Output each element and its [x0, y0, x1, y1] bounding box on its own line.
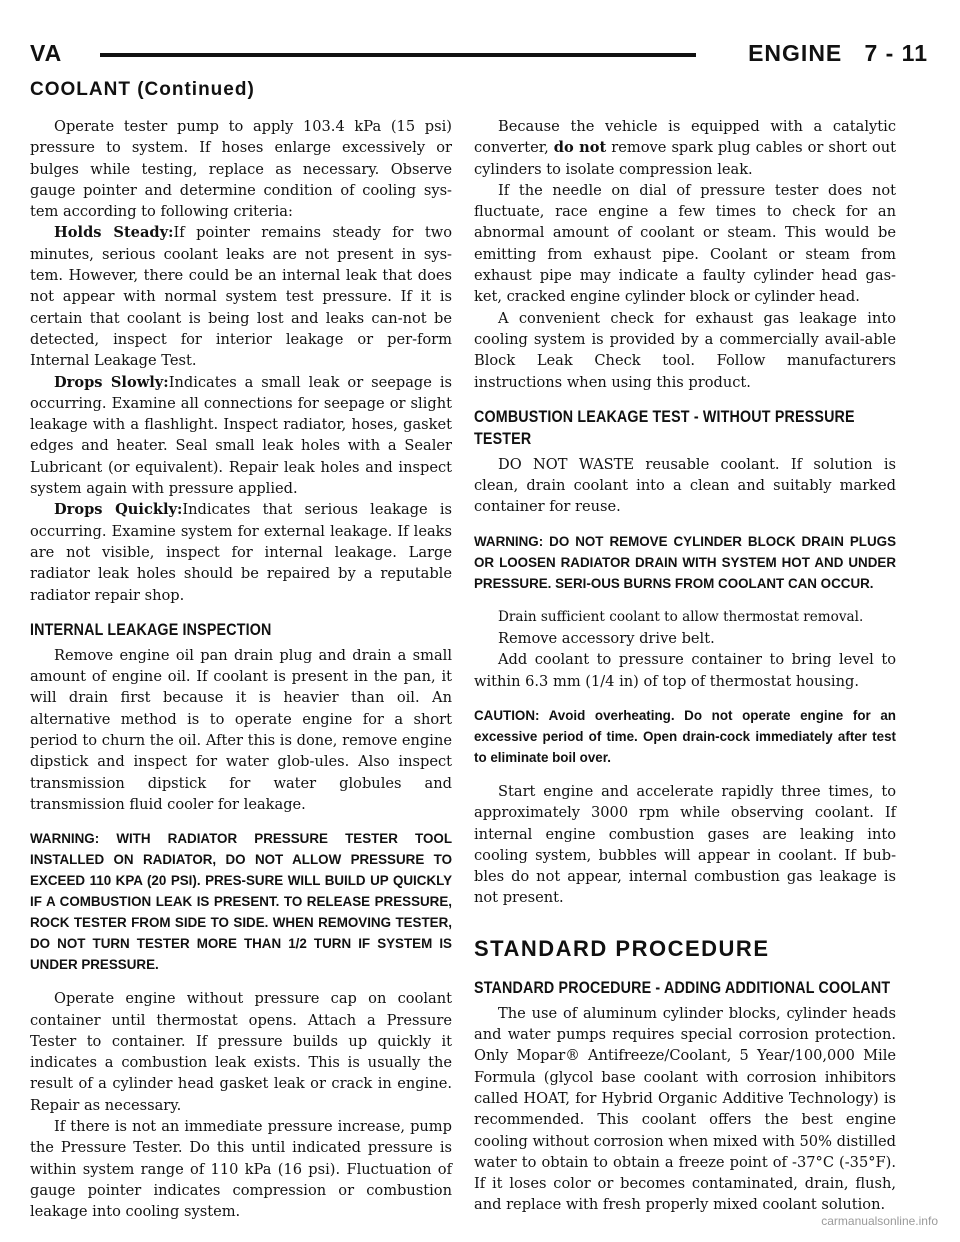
text-catalytic-a: Because the vehicle is equipped with a catalytic converter, [474, 118, 896, 157]
heading-standard-procedure: STANDARD PROCEDURE [474, 935, 770, 961]
paragraph-drain-coolant: Drain sufficient coolant to allow thermostat removal. [498, 608, 864, 625]
header-left-label: VA [30, 40, 63, 66]
heading-adding-coolant: STANDARD PROCEDURE - ADDING ADDITIONAL COOLANT [474, 977, 891, 997]
paragraph-aluminum-blocks: The use of aluminum cylinder blocks, cylinder heads and water pumps requires special corrosion protection. Only Mopar® Antifreeze/Coolant, 5 Year/100,000 Mile Formula (glycol base coolant with corrosion inhibitors called HOAT, for Hybrid Organic Additive Technology) is recommended. This coolant offers the best engine cooling without corrosion when mixed with 50% distilled water to obtain to obtain a freeze point of -37°C (-35°F). If it loses color or becomes contaminated, drain, flush, and replace with fresh properly mixed coolant solution. [474, 1004, 896, 1214]
header-rule [100, 53, 696, 57]
paragraph-catalytic-converter [474, 116, 896, 180]
paragraph-holds-steady [30, 222, 452, 371]
heading-internal-leakage: INTERNAL LEAKAGE INSPECTION [30, 619, 272, 639]
paragraph-add-coolant: Add coolant to pressure container to bring level to within 6.3 mm (1/4 in) of top of thermostat housing. [474, 651, 896, 690]
warning-drain-plugs: WARNING: DO NOT REMOVE CYLINDER BLOCK DRAIN PLUGS OR LOOSEN RADIATOR DRAIN WITH SYSTEM HOT AND UNDER PRESSURE. SERI-OUS BURNS FROM COOLANT CAN OCCUR. [474, 533, 896, 591]
right-column [474, 116, 896, 1216]
heading-combustion-leakage: COMBUSTION LEAKAGE TEST - WITHOUT PRESSURE TESTER [474, 406, 855, 448]
paragraph-tester-pump: Operate tester pump to apply 103.4 kPa (15 psi) pressure to system. If hoses enlarge excessively or bulges while testing, replace as necessary. Observe gauge pointer and determine condition of cooling sys-tem according to following criteria: [30, 118, 452, 221]
text-drops-slowly: Indicates a small leak or seepage is occurring. Examine all connections for seepage or slight leakage with a flashlight. Inspect radiator, hoses, gasket edges and heater. Seal small leak holes with a Sealer Lubricant (or equivalent). Repair leak holes and inspect system again with pressure applied. [30, 373, 452, 498]
text-do-not: do not [553, 139, 607, 157]
paragraph-internal-leakage: Remove engine oil pan drain plug and drain a small amount of engine oil. If coolant is present in the pan, it will drain first because it is heavier than oil. An alternative method is to operate engine for a short period to churn the oil. After this is done, remove engine dipstick and inspect for water glob-ules. Also inspect transmission dipstick for water globules and transmission fluid cooler for leakage. [30, 646, 452, 813]
paragraph-no-pressure-increase: If there is not an immediate pressure increase, pump the Pressure Tester. Do this until indicated pressure is within system range of 110 kPa (16 psi). Fluctuation of gauge pointer indicates compression or combustion leakage into cooling system. [30, 1117, 452, 1221]
paragraph-operate-engine: Operate engine without pressure cap on coolant container until thermostat opens. Attach a Pressure Tester to container. If pressure builds up quickly it indicates a combustion leak exists. This is usually the result of a cylinder head gasket leak or crack in engine. Repair as necessary. [30, 990, 452, 1114]
label-drops-slowly: Drops Slowly: [54, 373, 169, 391]
left-column [30, 116, 452, 1222]
paragraph-remove-belt: Remove accessory drive belt. [498, 630, 715, 648]
paragraph-drops-quickly [30, 499, 452, 605]
paragraph-drops-slowly [30, 372, 452, 500]
label-holds-steady: Holds Steady: [54, 224, 174, 242]
section-title: COOLANT (Continued) [30, 79, 255, 100]
caution-overheating: CAUTION: Avoid overheating. Do not operate engine for an excessive period of time. Open drain-cock immediately after test to eliminate boil over. [474, 707, 896, 765]
text-drops-quickly: Indicates that serious leakage is occurring. Examine system for external leakage. If leaks are not visible, inspect for internal leakage. Large radiator leak holes should be repaired by a reputable radiator repair shop. [30, 501, 452, 604]
paragraph-needle: If the needle on dial of pressure tester does not fluctuate, race engine a few times to check for an abnormal amount of coolant or steam. This would be emitting from exhaust pipe. Coolant or steam from exhaust pipe may indicate a faulty cylinder head gas-ket, cracked engine cylinder block or cylinder head. [474, 181, 896, 306]
label-drops-quickly: Drops Quickly: [54, 501, 183, 519]
watermark: carmanualsonline.info [821, 1214, 938, 1228]
paragraph-block-leak-check: A convenient check for exhaust gas leakage into cooling system is provided by a commercially avail-able Block Leak Check tool. Follow manufacturers instructions when using this product. [474, 309, 896, 391]
text-catalytic-b: remove spark plug cables or short out cylinders to isolate compression leak. [474, 139, 897, 178]
page-header [30, 40, 928, 70]
warning-pressure-tester: WARNING: WITH RADIATOR PRESSURE TESTER TOOL INSTALLED ON RADIATOR, DO NOT ALLOW PRESSURE TO EXCEED 110 KPA (20 PSI). PRES-SURE WILL BUILD UP QUICKLY IF A COMBUSTION LEAK IS PRESENT. TO RELEASE PRESSURE, ROCK TESTER FROM SIDE TO SIDE. WHEN REMOVING TESTER, DO NOT TURN TESTER MORE THAN 1/2 TURN IF SYSTEM IS UNDER PRESSURE. [30, 831, 452, 973]
paragraph-do-not-waste: DO NOT WASTE reusable coolant. If solution is clean, drain coolant into a clean and suitably marked container for reuse. [474, 455, 896, 516]
paragraph-start-engine: Start engine and accelerate rapidly three times, to approximately 3000 rpm while observing coolant. If internal engine combustion gases are leaking into cooling system, bubbles will appear in coolant. If bub-bles do not appear, internal combustion gas leakage is not present. [474, 782, 896, 907]
text-holds-steady: If pointer remains steady for two minutes, serious coolant leaks are not present in sys-tem. However, there could be an internal leak that does not appear with normal system test pressure. If it is certain that coolant is being lost and leaks can-not be detected, inspect for interior leakage or per-form Internal Leakage Test. [30, 224, 452, 370]
header-right-label: ENGINE 7 - 11 [748, 40, 928, 66]
